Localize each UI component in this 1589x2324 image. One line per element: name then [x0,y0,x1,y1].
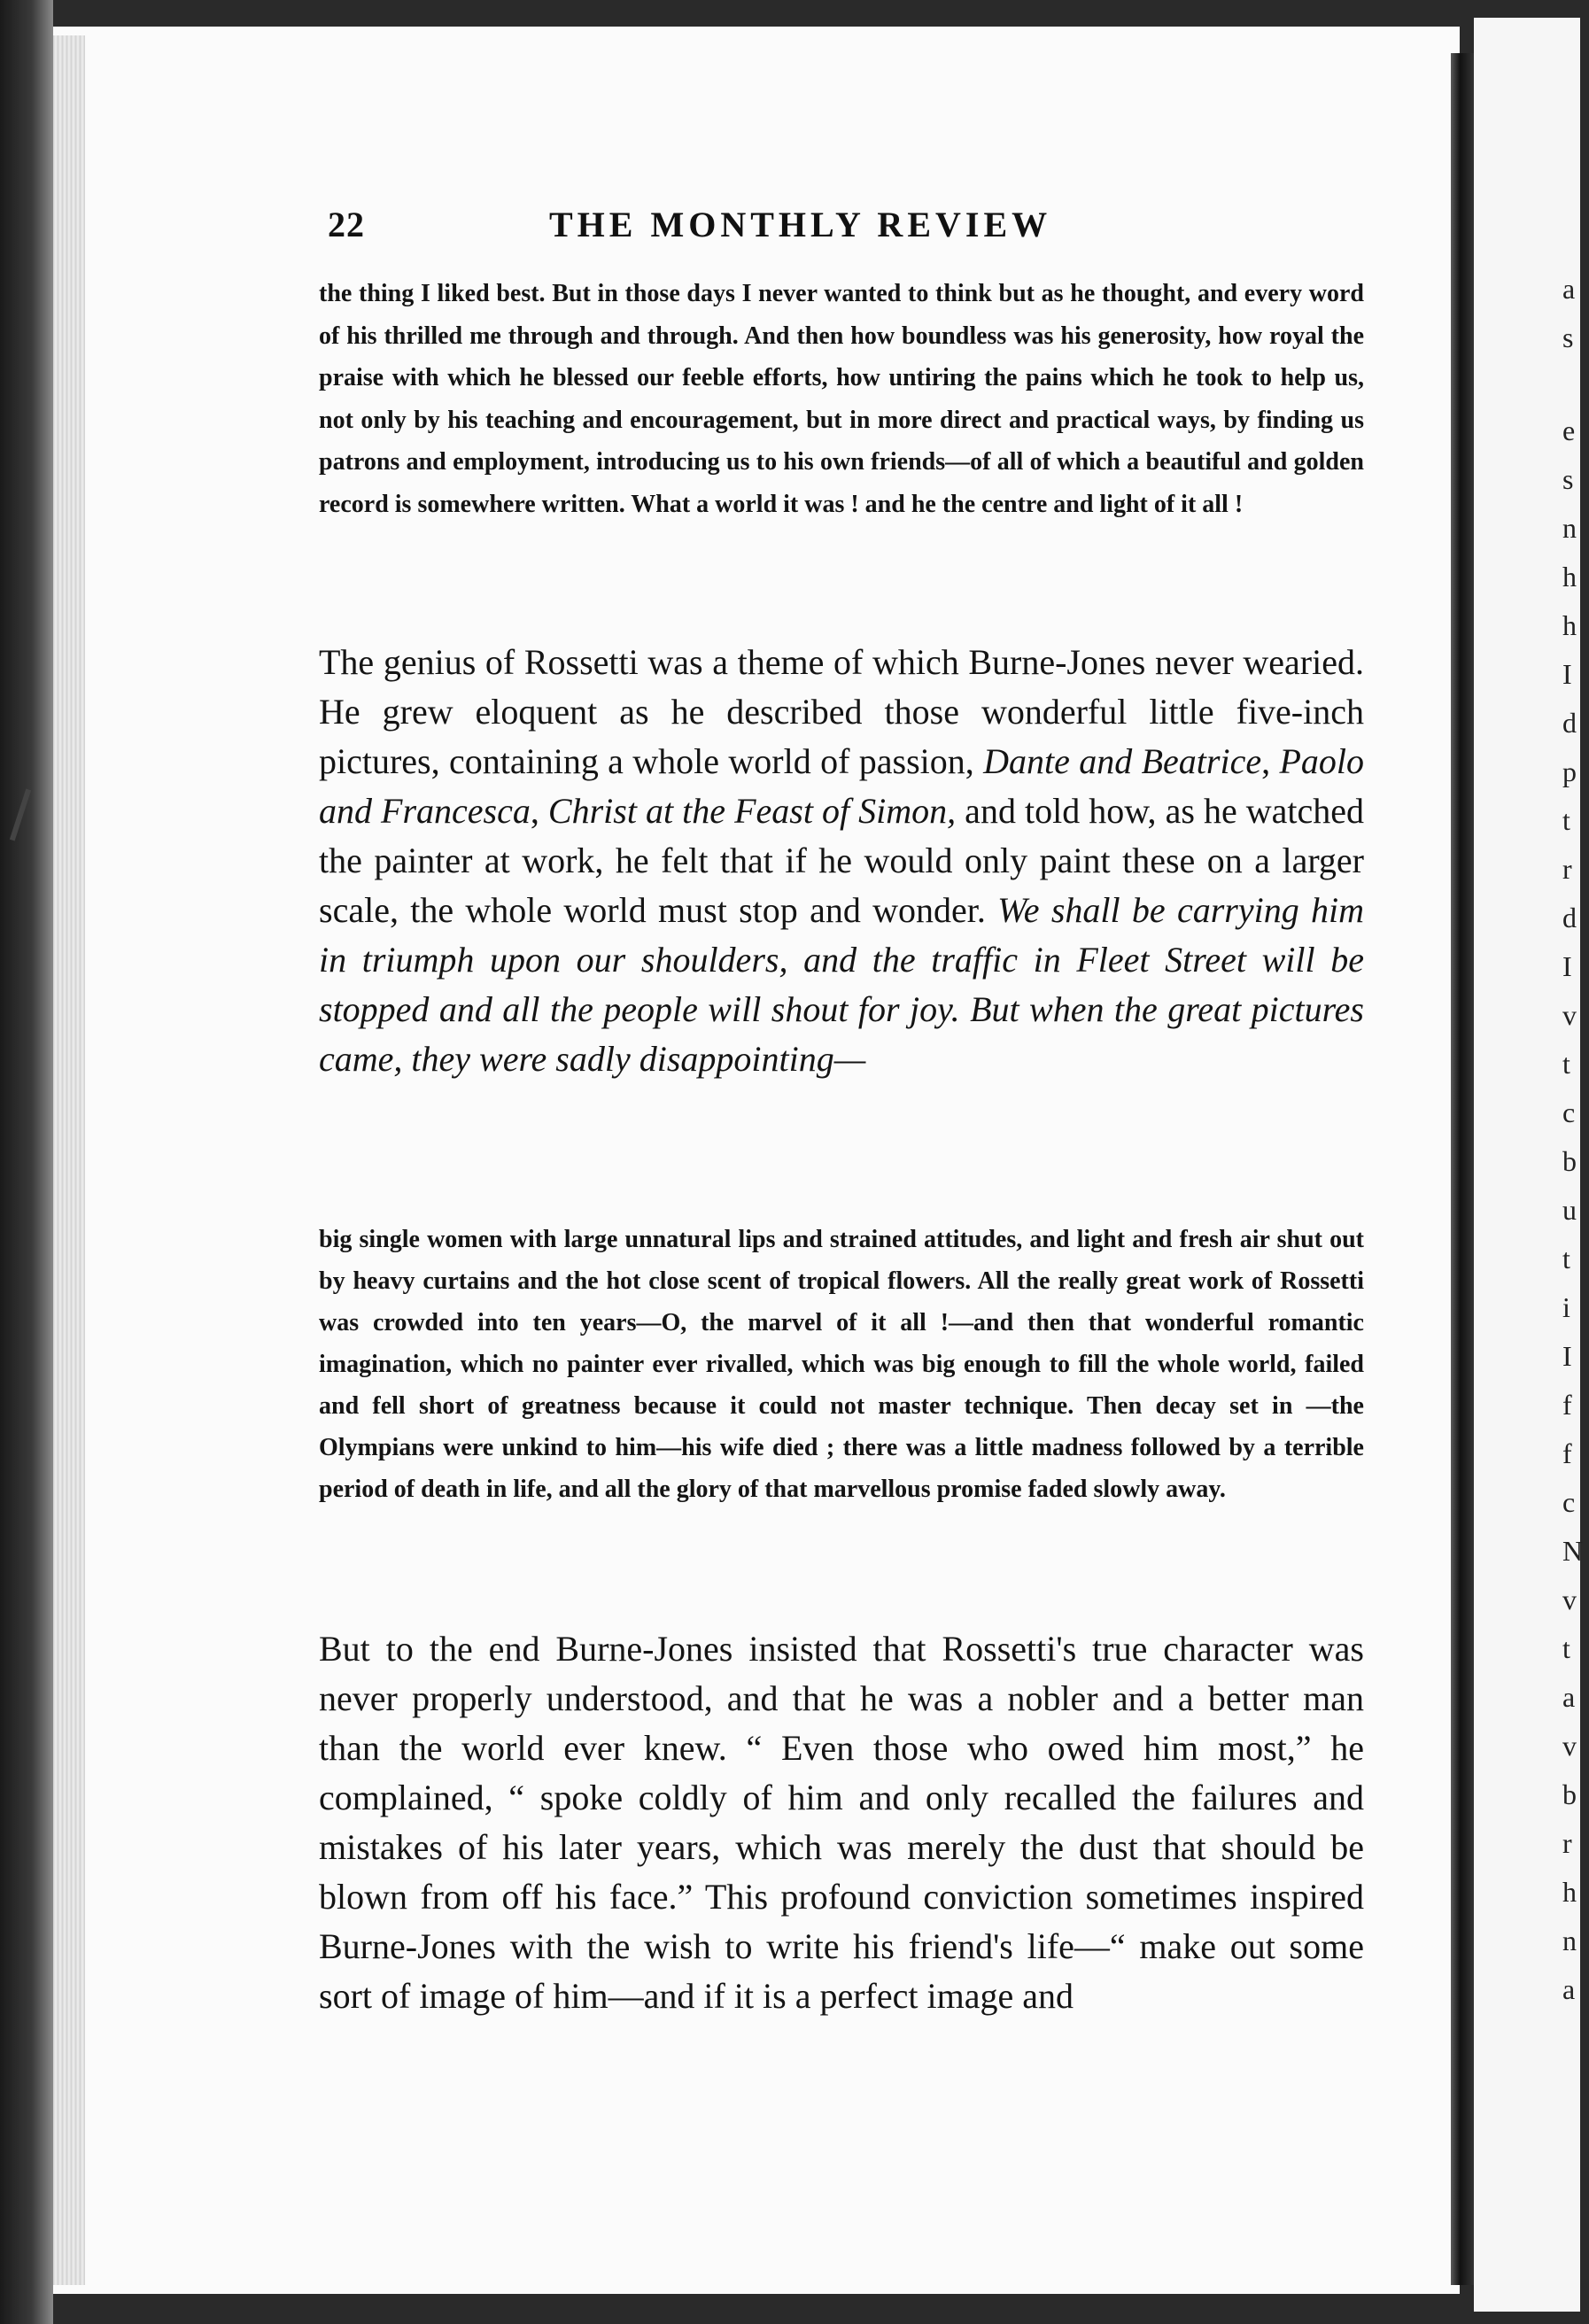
facing-page-letter: s [1562,463,1574,495]
facing-page-letter: f [1562,1437,1572,1469]
paragraph-text [319,638,1364,1084]
artwork-title: Paolo and Francesca [319,741,1364,831]
book-gutter [1451,53,1474,2285]
facing-page-letter: v [1562,1584,1577,1615]
facing-page-letter: t [1562,1243,1570,1274]
text-run: The genius of Rossetti was a theme of which Burne-Jones never wearied. He grew eloquent as he described those wonderful little five-inch pictures, containing a whole world of passion, [319,642,1364,781]
facing-page-letter: u [1562,1194,1577,1226]
facing-page-letter: h [1562,561,1577,593]
facing-page-letter: v [1562,999,1577,1031]
facing-page-letter: n [1562,1925,1577,1956]
artwork-title: Dante and Beatrice [983,741,1262,781]
page-number: 22 [328,205,365,244]
facing-page-letter: s [1562,321,1574,353]
facing-page-letter: v [1562,1730,1577,1762]
artwork-title: Christ at the Feast of Simon, [547,791,957,831]
text-run: and told how, as he watched the painter at work, he felt that if he would only paint these on a larger scale, the whole world must stop and wonder. [319,791,1365,930]
facing-page-letter: n [1562,512,1577,544]
facing-page-letter: a [1562,1681,1576,1713]
facing-page-letter: I [1562,658,1572,690]
body-paragraph-1 [319,638,1364,1084]
facing-page-letter: r [1562,853,1572,885]
block-quote-1 [319,273,1364,525]
facing-page-letter: h [1562,1876,1577,1908]
facing-page-letter: N [1562,1535,1584,1567]
facing-page-letter: b [1562,1778,1577,1810]
facing-page-letter: a [1562,273,1576,305]
italic-quotation: We shall be carrying him in triumph upon our shoulders, and the traffic in Fleet Street will be stopped and all the people will shout for joy. But when the great pictures came, they were sadly disappointing— [319,890,1364,1079]
facing-page-letter: I [1562,1340,1572,1372]
facing-page-letter: e [1562,414,1576,446]
facing-page-letter: t [1562,804,1570,836]
facing-page-letter: c [1562,1486,1576,1518]
facing-page-letter: t [1562,1632,1570,1664]
body-paragraph-2 [319,1624,1364,2021]
facing-page-letter: i [1562,1291,1570,1323]
running-title: THE MONTHLY REVIEW [549,205,1052,244]
facing-page-letter: d [1562,902,1577,933]
facing-page-letter: p [1562,755,1577,787]
facing-page-letter: t [1562,1048,1570,1080]
paragraph-text: But to the end Burne-Jones insisted that Rossetti's true character was never properly understood, and that he was a nobler and a better man than the world ever knew. “ Even those who owed him most,” he complained, “ spoke coldly of him and only recalled the failures and mistakes of his later years, which was merely the dust that should be blown from off his face.” This profound conviction sometimes inspired Burne-Jones with the wish to write his friend's life—“ make out some sort of image of him—and if it is a perfect image and [319,1629,1364,2016]
facing-page-letter: r [1562,1827,1572,1859]
facing-page-letter: I [1562,950,1572,982]
scan-background-left [0,0,53,2324]
facing-page-fragment [1474,18,1584,2312]
facing-page-letter: b [1562,1145,1577,1177]
separator: , [1261,741,1280,781]
facing-page-letter: c [1562,1096,1576,1128]
quote-text: big single women with large unnatural lips and strained attitudes, and light and fresh air shut out by heavy curtains and the hot close scent of tropical flowers. All the really great work of Rossetti was crowded into ten years—O, the marvel of it all !—and then that wonderful romantic imagination, which no painter ever rivalled, which was big enough to fill the whole world, failed and fell short of greatness because it could not master technique. Then decay set in —the Olympians were unkind to him—his wife died ; there was a little madness followed by a terrible period of death in life, and all the glory of that marvellous promise faded slowly away. [319,1226,1364,1503]
facing-page-letter: h [1562,609,1577,641]
facing-page-letter: d [1562,707,1577,739]
block-quote-2 [319,1219,1364,1510]
quote-text: the thing I liked best. But in those days I never wanted to think but as he thought, and every word of his thrilled me through and through. And then how boundless was his generosity, how royal the praise with which he blessed our feeble efforts, how untiring the pains which he took to help us, not only by his teaching and encouragement, but in more direct and practical ways, by finding us patrons and employment, introducing us to his own friends—of all of which a beautiful and golden record is somewhere written. What a world it was ! and he the centre and light of it all ! [319,280,1364,518]
page-header [328,204,1391,257]
separator: , [530,791,548,831]
facing-page-letter: f [1562,1389,1572,1421]
page-edge-stack [53,35,85,2285]
facing-page-letter: a [1562,1973,1576,2005]
